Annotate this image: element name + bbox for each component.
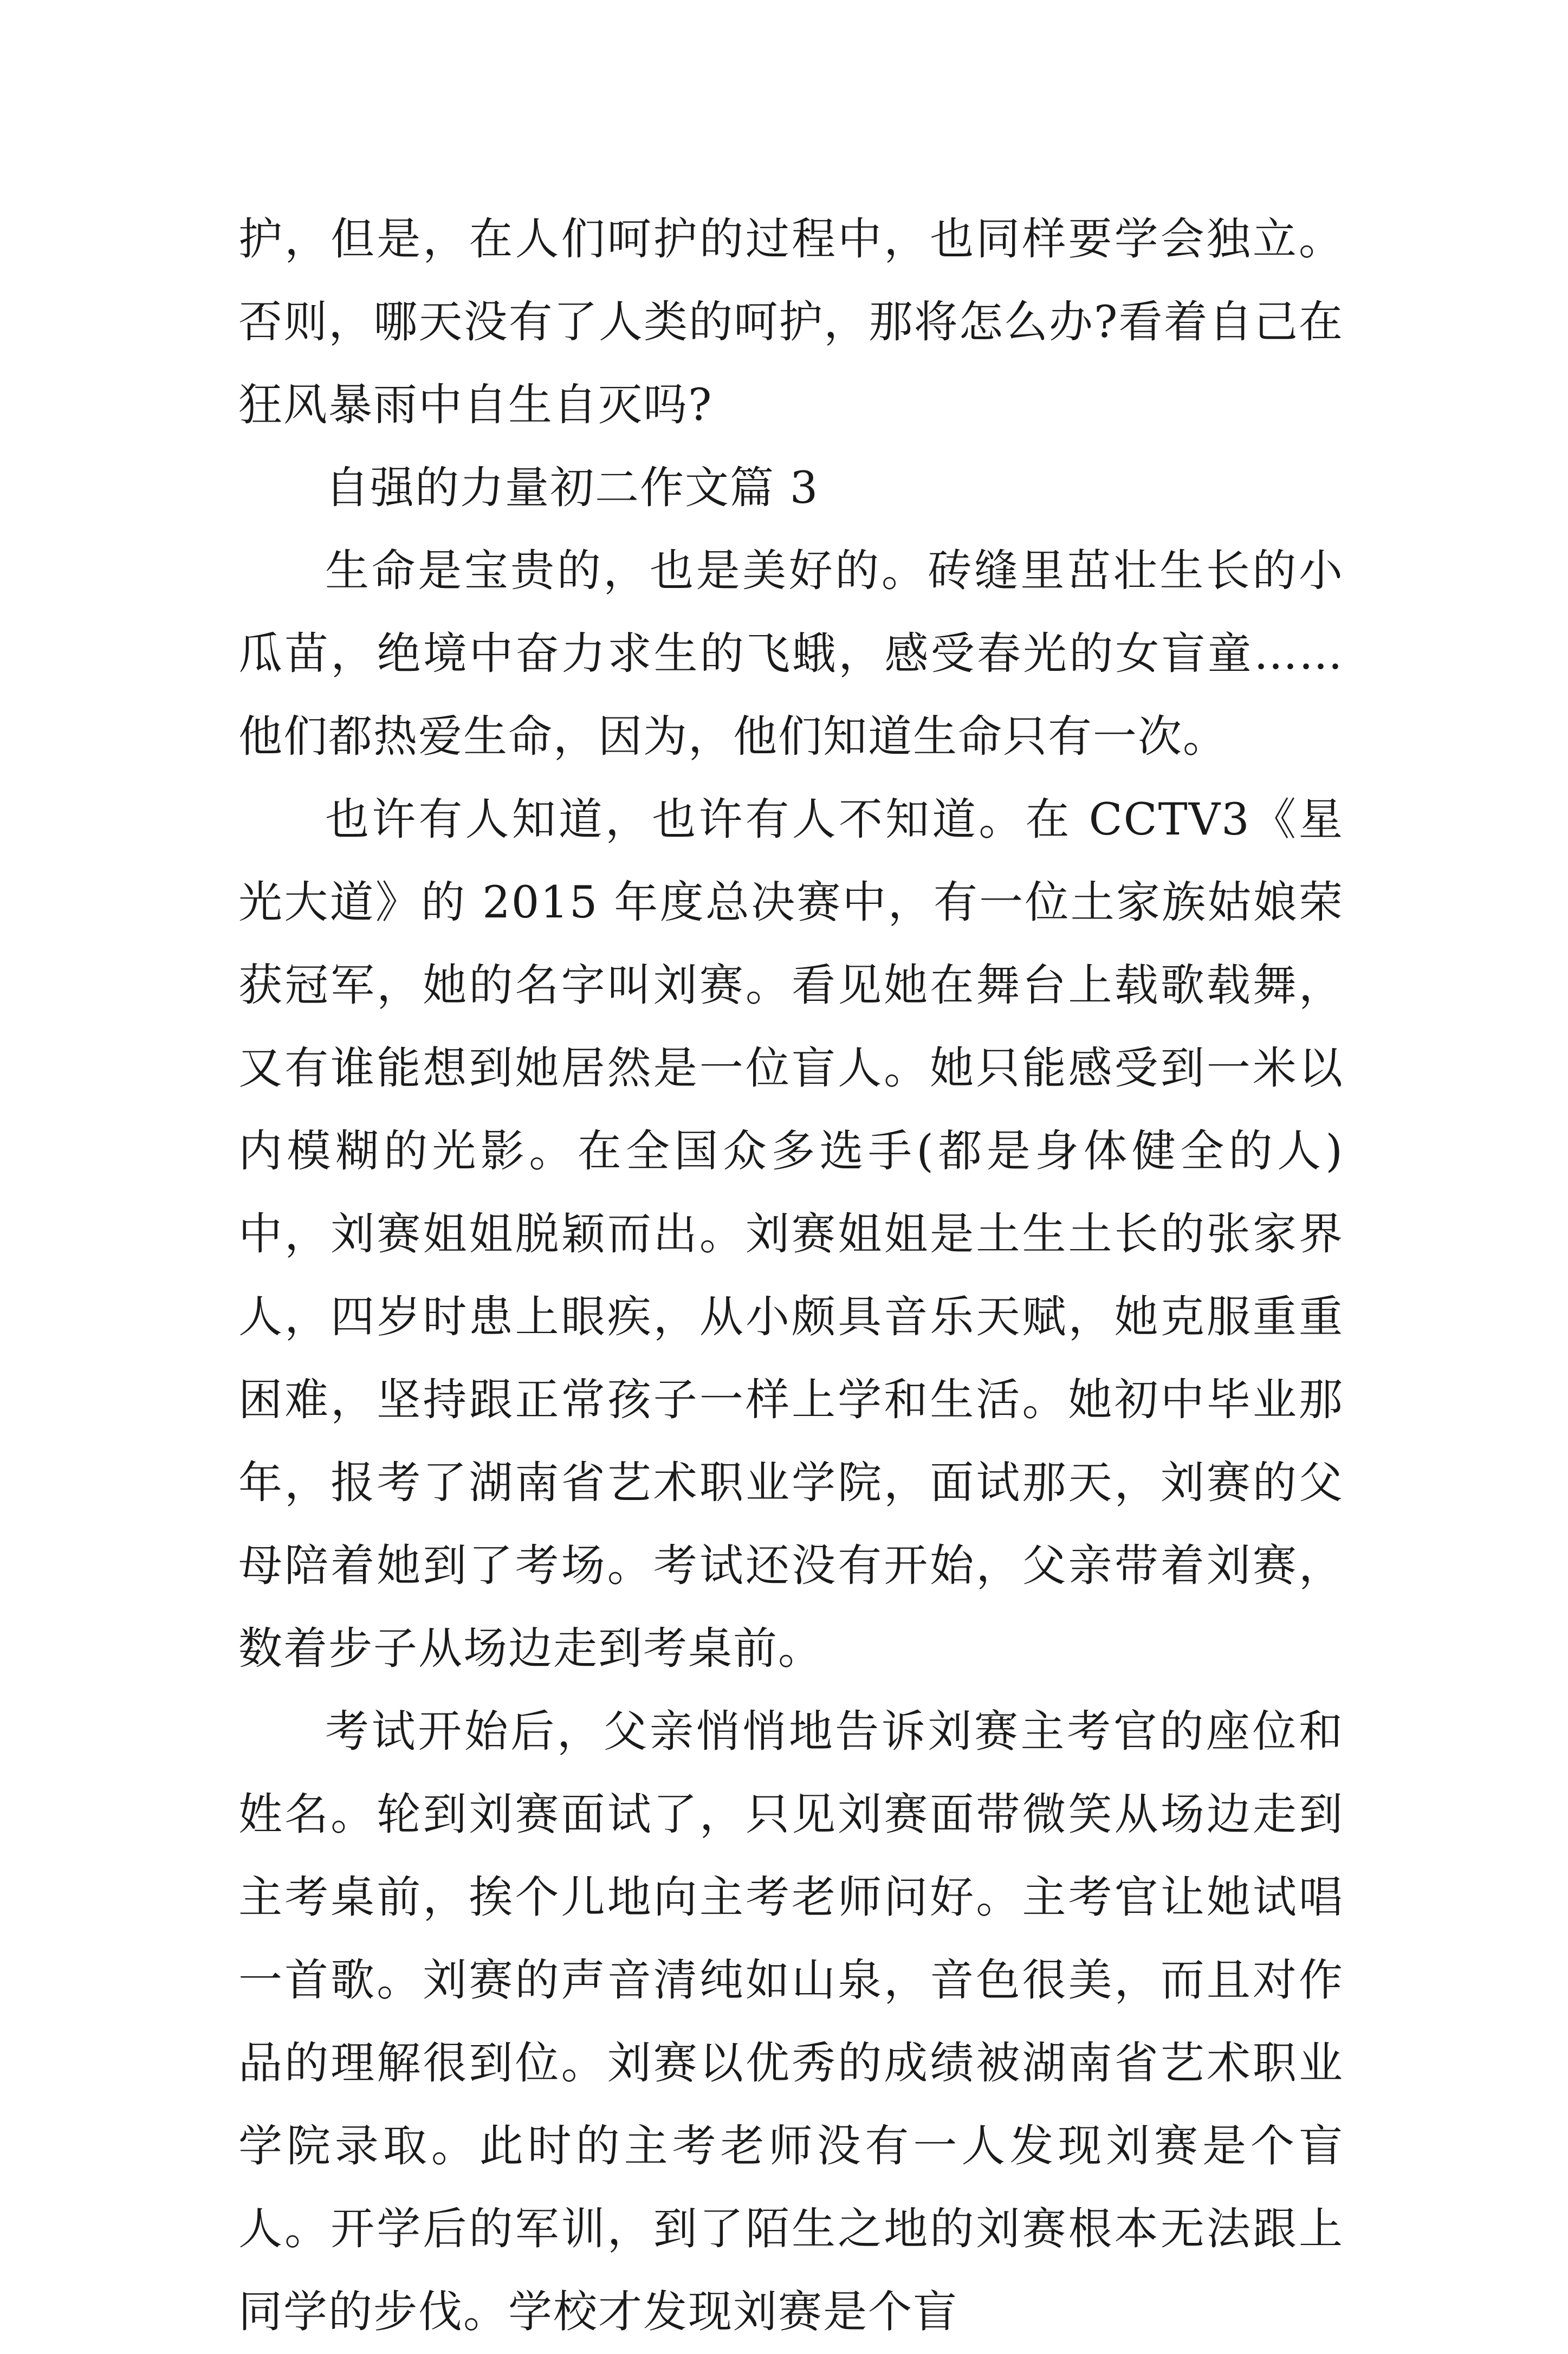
section-title: 自强的力量初二作文篇 3 bbox=[325, 463, 819, 514]
continued-paragraph: 护，但是，在人们呵护的过程中，也同样要学会独立。否则，哪天没有了人类的呵护，那将怎么办?看着自己在狂风暴雨中自生自灭吗? bbox=[238, 214, 1344, 431]
paragraph-1: 生命是宝贵的，也是美好的。砖缝里茁壮生长的小瓜苗，绝境中奋力求生的飞蛾，感受春光的女盲童……他们都热爱生命，因为，他们知道生命只有一次。 bbox=[238, 546, 1344, 762]
paragraph-2: 也许有人知道，也许有人不知道。在 CCTV3《星光大道》的 2015 年度总决赛中，有一位土家族姑娘荣获冠军，她的名字叫刘赛。看见她在舞台上载歌载舞，又有谁能想到她居然是一位盲人。她只能感受到一米以内模糊的光影。在全国众多选手(都是身体健全的人)中，刘赛姐姐脱颖而出。刘赛姐姐是土生土长的张家界人，四岁时患上眼疾，从小颇具音乐天赋，她克服重重困难，坚持跟正常孩子一样上学和生活。她初中毕业那年，报考了湖南省艺术职业学院，面试那天，刘赛的父母陪着她到了考场。考试还没有开始，父亲带着刘赛，数着步子从场边走到考桌前。 bbox=[238, 794, 1344, 1674]
document-body bbox=[238, 198, 1344, 2354]
paragraph-3: 考试开始后，父亲悄悄地告诉刘赛主考官的座位和姓名。轮到刘赛面试了，只见刘赛面带微笑从场边走到主考桌前，挨个儿地向主考老师问好。主考官让她试唱一首歌。刘赛的声音清纯如山泉，音色很美，而且对作品的理解很到位。刘赛以优秀的成绩被湖南省艺术职业学院录取。此时的主考老师没有一人发现刘赛是个盲人。开学后的军训，到了陌生之地的刘赛根本无法跟上同学的步伐。学校才发现刘赛是个盲 bbox=[238, 1706, 1344, 2338]
